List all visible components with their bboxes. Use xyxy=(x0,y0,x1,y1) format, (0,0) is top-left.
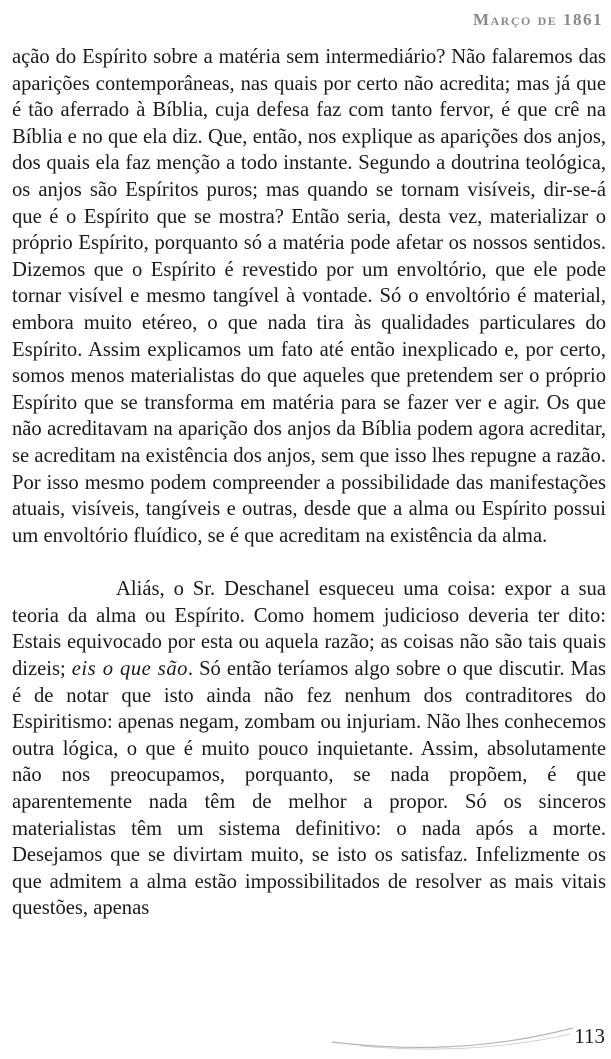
paragraph-2-part-1: Aliás, o Sr. Deschanel esqueceu uma coisa: expor a sua teoria da alma ou Espírito. Como homem judicioso deveria ter dito: Estais equivocado por esta ou aquela razão; as coisas não são tais quais dizeis; xyxy=(12,578,606,681)
paragraph-2-part-2: . Só então teríamos algo sobre o que discutir. Mas é de notar que isto ainda não fez nenhum dos contraditores do Espiritismo: apenas negam, zombam ou injuriam. Não lhes conhecemos outra lógica, o que é muito pouco inquietante. Assim, absolutamente não nos preocupamos, porquanto, se nada propõem, é que aparentemente nada têm de melhor a propor. Só os sinceros materialistas têm um sistema definitivo: o nada após a morte. Desejamos que se divirtam muito, se isto os satisfaz. Infelizmente os que admitem a alma estão impossibilitados de resolver as mais vitais questões, apenas xyxy=(12,658,606,920)
running-header: Março de 1861 xyxy=(472,10,603,29)
paragraph-2 xyxy=(12,576,606,922)
page-number: 113 xyxy=(574,1024,605,1048)
paragraph-2-italic-phrase: eis o que são xyxy=(71,658,188,681)
page-body xyxy=(12,44,606,922)
footer-swoosh-ornament xyxy=(330,1022,575,1054)
paragraph-1: ação do Espírito sobre a matéria sem intermediário? Não falaremos das aparições contemporâneas, nas quais por certo não acredita; mas já que é tão aferrado à Bíblia, cuja defesa faz com tanto fervor, é que crê na Bíblia e no que ela diz. Que, então, nos explique as aparições dos anjos, dos quais ela faz menção a todo instante. Segundo a doutrina teológica, os anjos são Espíritos puros; mas quando se tornam visíveis, dir-se-á que é o Espírito que se mostra? Então seria, desta vez, materializar o próprio Espírito, porquanto só a matéria pode afetar os nossos sentidos. Dizemos que o Espírito é revestido por um envoltório, que ele pode tornar visível e mesmo tangível à vontade. Só o envoltório é material, embora muito etéreo, o que nada tira às qualidades particulares do Espírito. Assim explicamos um fato até então inexplicado e, por certo, somos menos materialistas do que aqueles que pretendem ser o próprio Espírito que se transforma em matéria para se fazer ver e agir. Os que não acreditavam na aparição dos anjos da Bíblia podem agora acreditar, se acreditam na existência dos anjos, sem que isso lhes repugne a razão. Por isso mesmo podem compreender a possibilidade das manifestações atuais, visíveis, tangíveis e outras, desde que a alma ou Espírito possui um envoltório fluídico, se é que acreditam na existência da alma. xyxy=(12,46,606,547)
